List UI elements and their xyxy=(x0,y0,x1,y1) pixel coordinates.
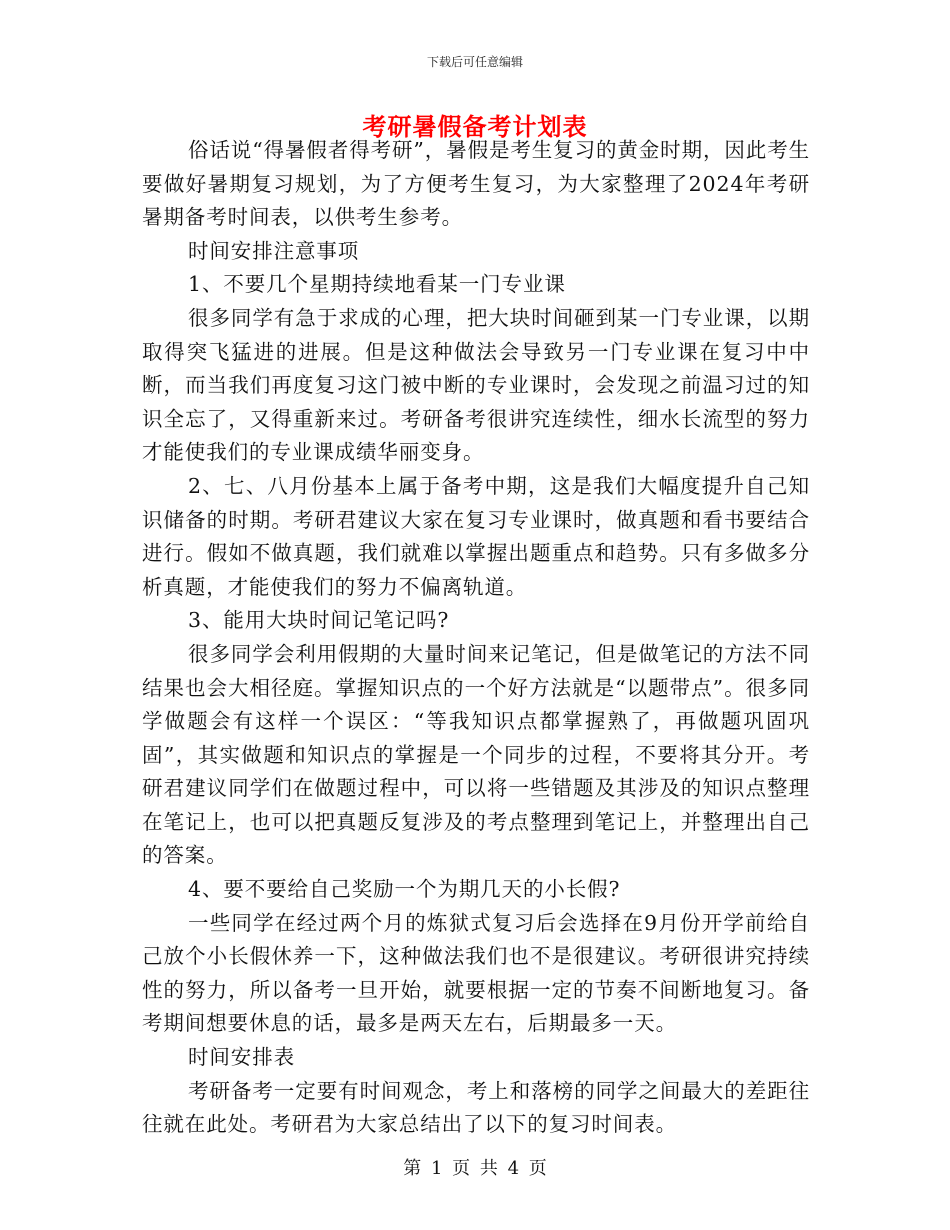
section-heading-notes: 时间安排注意事项 xyxy=(188,238,360,263)
schedule-intro: 考研备考一定要有时间观念，考上和落榜的同学之间最大的差距往往就在此处。考研君为大家总结出了以下的复习时间表。 xyxy=(142,1078,810,1137)
page-number-footer: 第 1 页 共 4 页 xyxy=(403,1158,547,1179)
document-body xyxy=(142,134,810,1142)
point-3-body: 很多同学会利用假期的大量时间来记笔记，但是做笔记的方法不同结果也会大相径庭。掌握知识点的一个好方法就是“以题带点”。很多同学做题会有这样一个误区：“等我知识点都掌握熟了，再做题巩固巩固”，其实做题和知识点的掌握是一个同步的过程，不要将其分开。考研君建议同学们在做题过程中，可以将一些错题及其涉及的知识点整理在笔记上，也可以把真题反复涉及的考点整理到笔记上，并整理出自己的答案。 xyxy=(142,641,810,868)
section-heading-schedule: 时间安排表 xyxy=(188,1045,295,1070)
document-title: 考研暑假备考计划表 xyxy=(362,112,588,141)
header-note: 下载后可任意编辑 xyxy=(426,55,523,69)
point-4-heading: 4、要不要给自己奖励一个为期几天的小长假? xyxy=(188,877,621,902)
point-4-body: 一些同学在经过两个月的炼狱式复习后会选择在9月份开学前给自己放个小长假休养一下，这种做法我们也不是很建议。考研很讲究持续性的努力，所以备考一旦开始，就要根据一定的节奏不间断地复习。备考期间想要休息的话，最多是两天左右，后期最多一天。 xyxy=(142,910,810,1036)
point-2-body: 2、七、八月份基本上属于备考中期，这是我们大幅度提升自己知识储备的时期。考研君建议大家在复习专业课时，做真题和看书要结合进行。假如不做真题，我们就难以掌握出题重点和趋势。只有多做多分析真题，才能使我们的努力不偏离轨道。 xyxy=(142,473,810,599)
point-1-body: 很多同学有急于求成的心理，把大块时间砸到某一门专业课，以期取得突飞猛进的进展。但是这种做法会导致另一门专业课在复习中中断，而当我们再度复习这门被中断的专业课时，会发现之前温习过的知识全忘了，又得重新来过。考研备考很讲究连续性，细水长流型的努力才能使我们的专业课成绩华丽变身。 xyxy=(142,305,810,465)
paragraph-intro: 俗话说“得暑假者得考研”，暑假是考生复习的黄金时期，因此考生要做好暑期复习规划，为了方便考生复习，为大家整理了2024年考研暑期备考时间表，以供考生参考。 xyxy=(142,138,810,230)
point-3-heading: 3、能用大块时间记笔记吗? xyxy=(188,608,450,633)
point-1-heading: 1、不要几个星期持续地看某一门专业课 xyxy=(188,272,566,297)
